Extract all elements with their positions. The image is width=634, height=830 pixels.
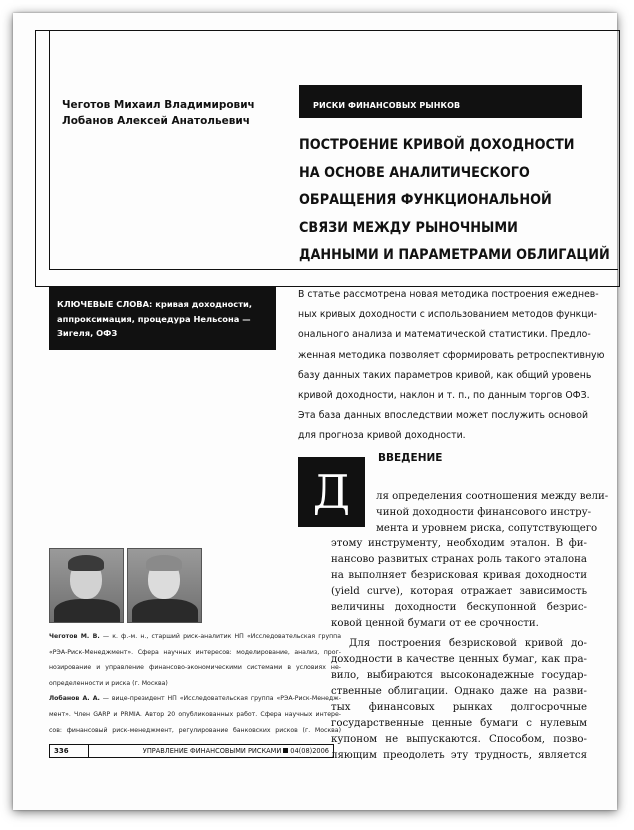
footer-divider — [88, 745, 89, 757]
keywords-box — [49, 287, 276, 350]
body-line: (yield curve), которая отражает зависимость — [331, 586, 587, 597]
body-line: государственные ценные бумаги с нулевым — [331, 718, 587, 729]
header-frame-divider-horizontal — [49, 269, 618, 270]
body-line: ковой ценной бумаги от ее срочности. — [331, 618, 539, 629]
authors-block — [62, 97, 292, 129]
abstract-line: Эта база данных впоследствии может послужить основой — [298, 410, 588, 422]
body-line: тых финансовых рынках долгосрочные — [331, 702, 587, 713]
title-line: ПОСТРОЕНИЕ КРИВОЙ ДОХОДНОСТИ — [299, 136, 575, 153]
page-footer — [49, 744, 334, 758]
title-line: ОБРАЩЕНИЯ ФУНКЦИОНАЛЬНОЙ — [299, 191, 552, 208]
bio-line: мент». Член GARP и PRMIA. Автор 20 опубликованных работ. Сфера научных интере- — [49, 710, 341, 718]
abstract-line: онального анализа и математической статистики. Предло- — [298, 329, 591, 341]
body-line: вило, выбираются высоконадежные государ- — [331, 670, 587, 681]
author-name: Чеготов Михаил Владимирович — [62, 99, 255, 111]
author-photo — [127, 548, 202, 623]
drop-cap-box — [298, 457, 365, 527]
body-line: ляющим преодолеть эту трудность, является — [331, 750, 587, 761]
square-bullet-icon — [283, 748, 288, 753]
rubric-banner — [299, 85, 582, 118]
rubric-label: РИСКИ ФИНАНСОВЫХ РЫНКОВ — [313, 101, 461, 110]
header-frame-divider-vertical — [49, 30, 50, 269]
abstract-line: ных кривых доходности с использованием методов функци- — [298, 309, 598, 321]
author-bios — [49, 629, 341, 738]
abstract-line: базу данных таких параметров кривой, как общий уровень — [298, 369, 592, 381]
title-line: ДАННЫМИ И ПАРАМЕТРАМИ ОБЛИГАЦИЙ — [299, 246, 610, 263]
body-line: нансово развитых странах роль такого эталона — [331, 554, 587, 565]
body-line: этому инструменту, необходим эталон. В фи- — [331, 538, 587, 549]
abstract — [298, 285, 605, 447]
drop-cap-letter: Д — [312, 465, 351, 519]
bio-line: Чеготов М. В. — к. ф.-м. н., старший риск-аналитик НП «Исследовательская группа — [49, 633, 341, 640]
abstract-line: В статье рассмотрена новая методика построения ежеднев- — [298, 289, 599, 300]
journal-name: УПРАВЛЕНИЕ ФИНАНСОВЫМИ РИСКАМИ — [142, 747, 282, 755]
bio-line: «РЭА-Риск-Менеджмент». Сфера научных интересов: моделирование, анализ, прог- — [49, 648, 341, 656]
body-line: чиной доходности финансового инстру- — [376, 507, 592, 518]
bio-line: нозирование и управление финансово-экономическими системами в условиях не- — [49, 664, 341, 672]
journal-info — [143, 745, 329, 757]
page-number: 336 — [54, 747, 69, 755]
abstract-line: кривой доходности, наклон и т. п., по данным торгов ОФЗ. — [298, 390, 590, 402]
author-photo — [49, 548, 124, 623]
body-line: Для построения безрисковой кривой до- — [349, 638, 587, 649]
journal-issue: 04(08)2006 — [290, 747, 329, 755]
abstract-line: для прогноза кривой доходности. — [298, 430, 466, 442]
body-line: купоном не выпускаются. Способом, позво- — [331, 734, 587, 745]
bio-line: определенности и риска (г. Москва) — [49, 679, 168, 687]
body-line: ственные облигации. Однако даже на разви- — [331, 686, 587, 697]
article-title — [299, 131, 610, 269]
author-name: Лобанов Алексей Анатольевич — [62, 115, 250, 127]
abstract-line: женная методика позволяет сформировать ретроспективную — [298, 349, 605, 361]
body-line: мента и уровнем риска, сопутствующего — [376, 523, 598, 534]
body-line: на выполняет безрисковая кривая доходности — [331, 570, 587, 581]
section-heading: ВВЕДЕНИЕ — [378, 452, 443, 464]
keywords-text: КЛЮЧЕВЫЕ СЛОВА: кривая доходности, аппроксимация, процедура Нельсона — Зигеля, ОФЗ — [57, 299, 252, 338]
body-line: ля определения соотношения между вели- — [376, 491, 609, 502]
title-line: НА ОСНОВЕ АНАЛИТИЧЕСКОГО — [299, 163, 530, 181]
body-line: величины доходности бескупонной безрис- — [331, 602, 587, 613]
body-line: доходности в качестве ценных бумаг, как пра- — [331, 654, 587, 665]
bio-line: сов: финансовый риск-менеджмент, регулирование банковских рисков (г. Москва) — [49, 726, 341, 734]
bio-line: Лобанов А. А. — вице-президент НП «Исследовательская группа «РЭА-Риск-Менедж- — [49, 695, 341, 703]
title-line: СВЯЗИ МЕЖДУ РЫНОЧНЫМИ — [299, 218, 518, 236]
